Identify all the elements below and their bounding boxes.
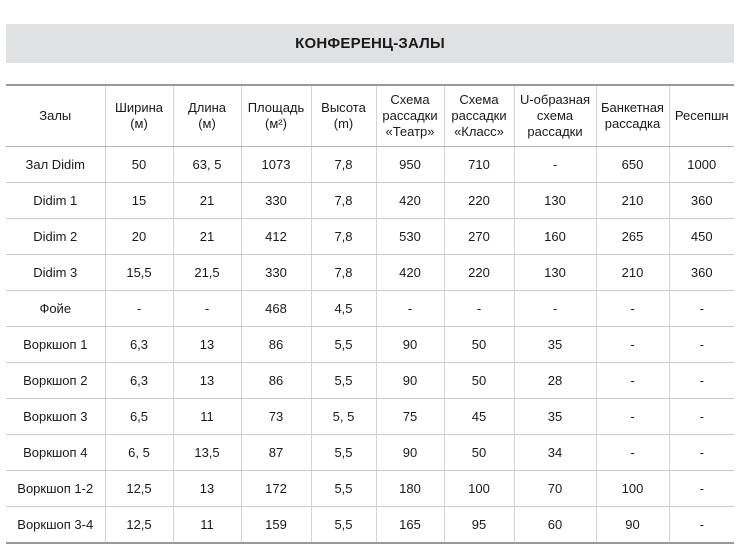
table-cell: 11 <box>173 507 241 544</box>
room-name-cell: Didim 2 <box>6 219 105 255</box>
table-cell: 220 <box>444 255 514 291</box>
table-cell: 7,8 <box>311 255 376 291</box>
table-cell: 5,5 <box>311 471 376 507</box>
table-cell: 6, 5 <box>105 435 173 471</box>
table-cell: 7,8 <box>311 219 376 255</box>
table-cell: 1000 <box>669 147 734 183</box>
table-cell: 95 <box>444 507 514 544</box>
table-cell: 90 <box>376 435 444 471</box>
table-cell: 330 <box>241 183 311 219</box>
table-cell: - <box>596 291 669 327</box>
table-cell: 5,5 <box>311 507 376 544</box>
table-cell: 5, 5 <box>311 399 376 435</box>
column-header: U-образная схема рассадки <box>514 85 596 147</box>
table-row <box>6 291 734 327</box>
table-cell: - <box>669 363 734 399</box>
column-header: Высота (m) <box>311 85 376 147</box>
room-name-cell: Didim 1 <box>6 183 105 219</box>
room-name-cell: Воркшоп 3-4 <box>6 507 105 544</box>
table-cell: 710 <box>444 147 514 183</box>
conference-rooms-table <box>6 84 734 544</box>
room-name-cell: Зал Didim <box>6 147 105 183</box>
table-header-row <box>6 85 734 147</box>
table-cell: 160 <box>514 219 596 255</box>
table-cell: 5,5 <box>311 327 376 363</box>
table-body <box>6 147 734 544</box>
table-cell: 1073 <box>241 147 311 183</box>
table-cell: 468 <box>241 291 311 327</box>
table-cell: 90 <box>376 327 444 363</box>
table-cell: 87 <box>241 435 311 471</box>
table-cell: 90 <box>376 363 444 399</box>
table-cell: 20 <box>105 219 173 255</box>
table-cell: 6,3 <box>105 327 173 363</box>
table-cell: 5,5 <box>311 435 376 471</box>
table-cell: - <box>105 291 173 327</box>
table-cell: 11 <box>173 399 241 435</box>
column-header: Длина (м) <box>173 85 241 147</box>
table-cell: 7,8 <box>311 183 376 219</box>
table-cell: 70 <box>514 471 596 507</box>
table-cell: - <box>596 399 669 435</box>
table-row <box>6 507 734 544</box>
table-cell: 12,5 <box>105 507 173 544</box>
table-cell: - <box>444 291 514 327</box>
table-cell: 6,5 <box>105 399 173 435</box>
column-header: Залы <box>6 85 105 147</box>
table-cell: 13 <box>173 327 241 363</box>
table-cell: - <box>669 327 734 363</box>
column-header: Схема рассадки «Класс» <box>444 85 514 147</box>
table-cell: 7,8 <box>311 147 376 183</box>
table-cell: 420 <box>376 255 444 291</box>
table-cell: 86 <box>241 363 311 399</box>
table-cell: 420 <box>376 183 444 219</box>
table-cell: 45 <box>444 399 514 435</box>
table-cell: 100 <box>444 471 514 507</box>
page-title: КОНФЕРЕНЦ-ЗАЛЫ <box>295 35 445 52</box>
table-cell: 34 <box>514 435 596 471</box>
table-cell: - <box>669 291 734 327</box>
room-name-cell: Фойе <box>6 291 105 327</box>
table-cell: 15 <box>105 183 173 219</box>
table-row <box>6 471 734 507</box>
title-banner <box>6 24 734 63</box>
table-cell: - <box>376 291 444 327</box>
table-cell: 50 <box>444 363 514 399</box>
table-cell: 50 <box>444 435 514 471</box>
table-row <box>6 255 734 291</box>
table-cell: 412 <box>241 219 311 255</box>
column-header: Ширина (м) <box>105 85 173 147</box>
room-name-cell: Воркшоп 2 <box>6 363 105 399</box>
table-cell: - <box>596 435 669 471</box>
table-cell: 35 <box>514 327 596 363</box>
table-cell: 21 <box>173 183 241 219</box>
table-cell: 6,3 <box>105 363 173 399</box>
table-cell: 360 <box>669 255 734 291</box>
table-row <box>6 363 734 399</box>
table-cell: 159 <box>241 507 311 544</box>
table-cell: 450 <box>669 219 734 255</box>
table-row <box>6 399 734 435</box>
table-cell: 265 <box>596 219 669 255</box>
table-cell: - <box>514 291 596 327</box>
room-name-cell: Воркшоп 3 <box>6 399 105 435</box>
table-cell: 130 <box>514 255 596 291</box>
column-header: Банкетная рассадка <box>596 85 669 147</box>
room-name-cell: Didim 3 <box>6 255 105 291</box>
table-cell: 5,5 <box>311 363 376 399</box>
table-cell: 28 <box>514 363 596 399</box>
table-cell: 950 <box>376 147 444 183</box>
table-cell: - <box>669 471 734 507</box>
room-name-cell: Воркшоп 4 <box>6 435 105 471</box>
table-cell: 50 <box>444 327 514 363</box>
table-cell: 21,5 <box>173 255 241 291</box>
table-row <box>6 435 734 471</box>
table-cell: 86 <box>241 327 311 363</box>
table-cell: 73 <box>241 399 311 435</box>
table-cell: 13,5 <box>173 435 241 471</box>
table-cell: 13 <box>173 363 241 399</box>
table-cell: 4,5 <box>311 291 376 327</box>
table-cell: 210 <box>596 183 669 219</box>
table-cell: 15,5 <box>105 255 173 291</box>
table-cell: 60 <box>514 507 596 544</box>
table-cell: - <box>669 399 734 435</box>
table-cell: 75 <box>376 399 444 435</box>
column-header: Схема рассадки «Театр» <box>376 85 444 147</box>
table-cell: 35 <box>514 399 596 435</box>
table-cell: - <box>669 507 734 544</box>
column-header: Площадь (м²) <box>241 85 311 147</box>
table-cell: 220 <box>444 183 514 219</box>
table-cell: 210 <box>596 255 669 291</box>
table-cell: 50 <box>105 147 173 183</box>
table-cell: - <box>514 147 596 183</box>
room-name-cell: Воркшоп 1 <box>6 327 105 363</box>
table-cell: - <box>596 327 669 363</box>
table-row <box>6 147 734 183</box>
room-name-cell: Воркшоп 1-2 <box>6 471 105 507</box>
table-cell: 330 <box>241 255 311 291</box>
table-cell: 172 <box>241 471 311 507</box>
table-cell: - <box>173 291 241 327</box>
table-cell: 360 <box>669 183 734 219</box>
table-cell: 63, 5 <box>173 147 241 183</box>
table-row <box>6 327 734 363</box>
table-cell: 270 <box>444 219 514 255</box>
table-cell: - <box>669 435 734 471</box>
table-cell: 530 <box>376 219 444 255</box>
table-cell: 12,5 <box>105 471 173 507</box>
table-cell: 165 <box>376 507 444 544</box>
table-cell: 180 <box>376 471 444 507</box>
table-cell: 650 <box>596 147 669 183</box>
table-row <box>6 219 734 255</box>
table-cell: 130 <box>514 183 596 219</box>
table-cell: 21 <box>173 219 241 255</box>
table-cell: 90 <box>596 507 669 544</box>
table-cell: 100 <box>596 471 669 507</box>
table-cell: 13 <box>173 471 241 507</box>
column-header: Ресепшн <box>669 85 734 147</box>
table-cell: - <box>596 363 669 399</box>
table-row <box>6 183 734 219</box>
